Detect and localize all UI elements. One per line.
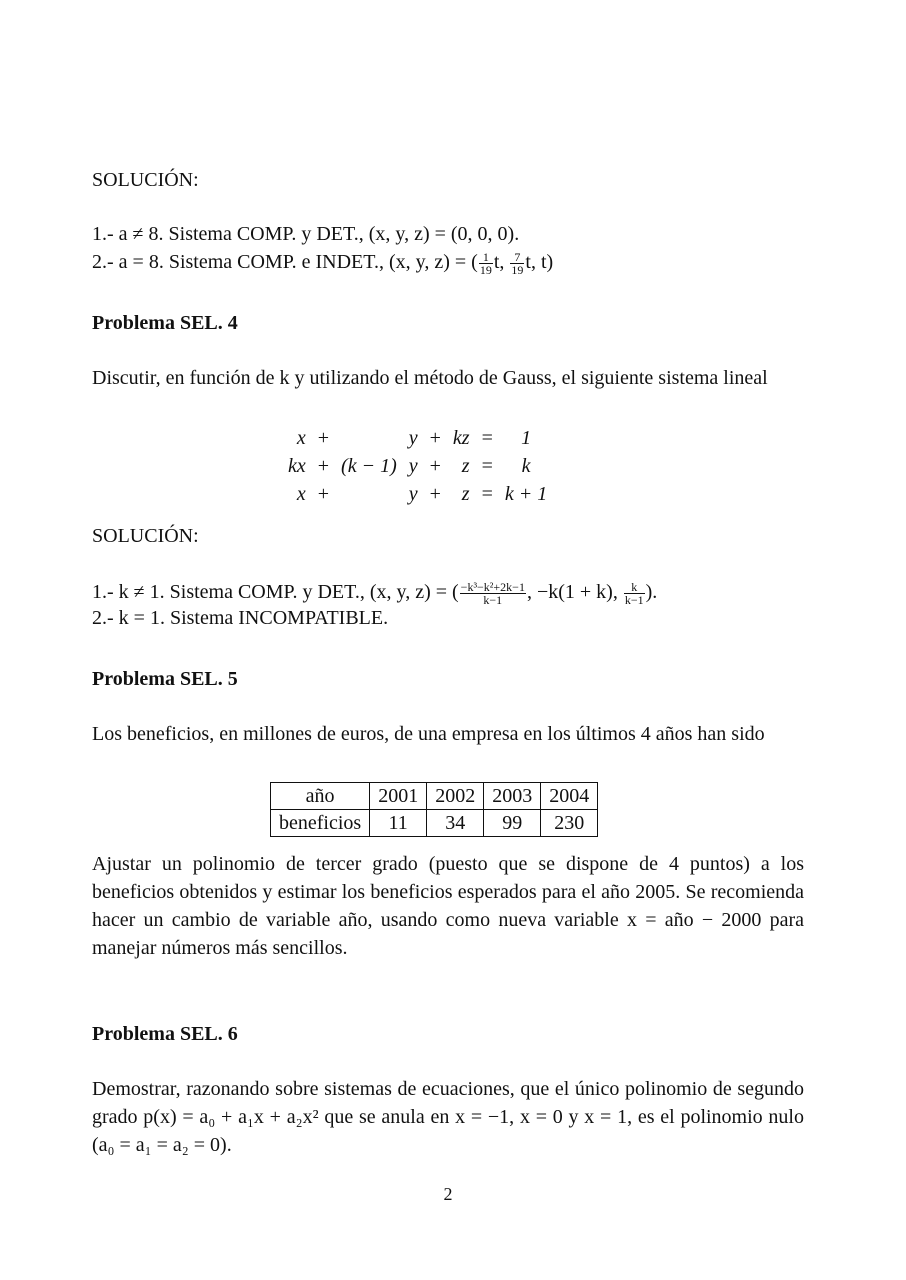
equation-system xyxy=(282,424,553,508)
solution-line-2: 2.- k = 1. Sistema INCOMPATIBLE. xyxy=(92,607,389,629)
benefits-table xyxy=(270,782,598,837)
problem-5-text: Ajustar un polinomio de tercer grado (puesto que se dispone de 4 puntos) a los beneficios obtenidos y estimar los beneficios esperados para el año 2005. Se recomienda hacer un cambio de variable año, usando como nueva variable x = año − 2000 para manejar números más sencillos. xyxy=(92,853,804,959)
fraction: $\frac{\text{−k³−k²+2k−1}}{k-1}$ xyxy=(460,579,525,607)
equation-row: x + y + kz = 1 xyxy=(296,427,532,449)
table-row xyxy=(271,783,598,810)
fraction: $\frac{1}{19}$ xyxy=(479,249,492,277)
table-cell: 230 xyxy=(541,810,598,837)
table-cell: 2003 xyxy=(484,783,541,810)
fraction: $\frac{k}{k-1}$ xyxy=(624,579,644,607)
problem-6-title: Problema SEL. 6 xyxy=(92,1023,238,1045)
solution-line-1: 1.- a ≠ 8. Sistema COMP. y DET., (x, y, z) = (0, 0, 0). xyxy=(92,223,520,245)
equation-row: kx + (k − 1) y + z = k xyxy=(288,455,531,477)
table-cell: 99 xyxy=(484,810,541,837)
solution-line-2: 2.- a = 8. Sistema COMP. e INDET., (x, y, z) = ( $\frac{1}{19}$ t, $\frac{7}{19}$ t, t) xyxy=(92,249,554,277)
table-cell: año xyxy=(271,783,370,810)
solution-line-1: 1.- k ≠ 1. Sistema COMP. y DET., (x, y, z) = ( $\frac{\text{−k³−k²+2k−1}}{k-1}$ , −k(1 + k), $\frac{k}{k-1}$ ). xyxy=(92,579,658,607)
problem-4-statement: Discutir, en función de k y utilizando el método de Gauss, el siguiente sistema lineal xyxy=(92,367,768,389)
table-cell: 34 xyxy=(427,810,484,837)
solution-heading: SOLUCIÓN: xyxy=(92,525,199,547)
problem-4-title: Problema SEL. 4 xyxy=(92,312,238,334)
table-cell: beneficios xyxy=(271,810,370,837)
solution-heading: SOLUCIÓN: xyxy=(92,169,199,191)
problem-5-title: Problema SEL. 5 xyxy=(92,668,238,690)
document-page xyxy=(92,0,804,1280)
problem-6-text: Demostrar, razonando sobre sistemas de ecuaciones, que el único polinomio de segundo grado p(x) = a₀ + a₁x + a₂x² que se anula en x = −1, x = 0 y x = 1, es el polinomio nulo (a₀ = a₁ = a₂ = 0). xyxy=(92,1078,804,1156)
table-cell: 2004 xyxy=(541,783,598,810)
table-cell: 2001 xyxy=(370,783,427,810)
equation-row: x + y + z = k + 1 xyxy=(296,483,548,505)
table-cell: 2002 xyxy=(427,783,484,810)
table-row xyxy=(271,810,598,837)
page-number: 2 xyxy=(443,1184,453,1204)
table-cell: 11 xyxy=(370,810,427,837)
problem-5-statement: Los beneficios, en millones de euros, de una empresa en los últimos 4 años han sido xyxy=(92,723,765,745)
fraction: $\frac{7}{19}$ xyxy=(511,249,524,277)
